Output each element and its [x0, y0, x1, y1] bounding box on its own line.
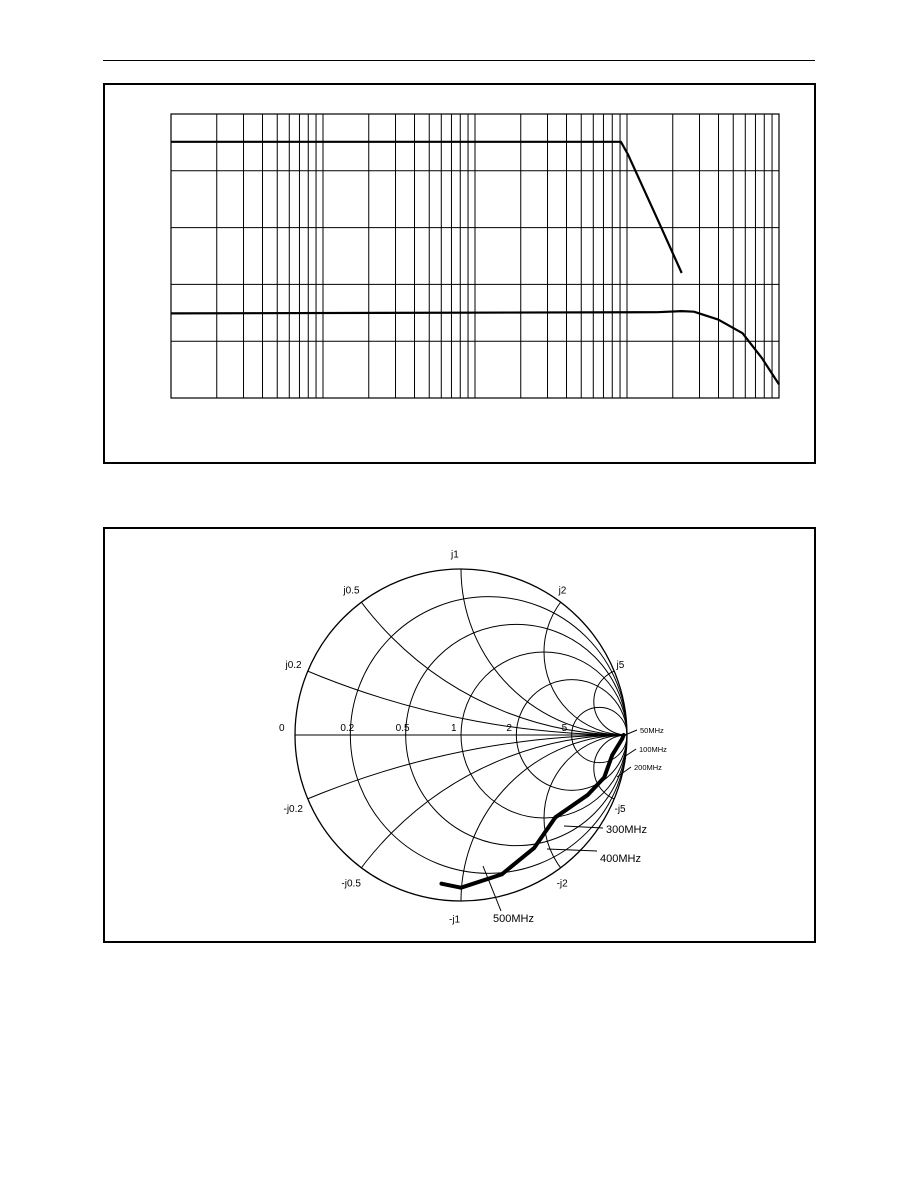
reactance-label-bottom: -j2: [556, 878, 568, 890]
resistance-label: 0.5: [395, 723, 410, 734]
resistance-label: 0: [279, 723, 285, 734]
frequency-response-panel: [103, 83, 816, 464]
reactance-label-bottom: -j1: [449, 914, 461, 926]
reactance-label-top: j0.5: [343, 585, 360, 597]
frequency-label: 100MHz: [639, 745, 667, 754]
frequency-label: 50MHz: [640, 726, 664, 735]
reactance-label-bottom: -j5: [614, 803, 626, 815]
reactance-label-top: j5: [616, 660, 625, 672]
frequency-label: 300MHz: [606, 824, 647, 836]
response-curve-1: [171, 142, 682, 273]
reactance-label-top: j0.2: [285, 660, 302, 672]
frequency-label: 200MHz: [634, 763, 662, 772]
reactance-arc-negative: [461, 735, 793, 1067]
reactance-label-top: j2: [558, 585, 567, 597]
reactance-label-bottom: -j0.2: [283, 803, 303, 815]
resistance-label: 5: [561, 723, 568, 734]
frequency-leader-line: [564, 826, 603, 828]
resistance-label: 0.2: [340, 723, 355, 734]
smith-chart-panel: [103, 527, 816, 943]
reactance-label-bottom: -j0.5: [341, 878, 361, 890]
reactance-arc-negative: [295, 735, 918, 1188]
reactance-arc-negative: [544, 735, 710, 901]
smith-chart: [105, 529, 818, 945]
frequency-label: 400MHz: [600, 853, 641, 865]
reactance-arc-positive: [544, 569, 710, 735]
resistance-label: 2: [506, 723, 512, 734]
frequency-response-chart: [105, 85, 818, 466]
resistance-label: 1: [451, 723, 457, 734]
reactance-label-top: j1: [451, 549, 459, 561]
header-rule: [103, 60, 815, 61]
frequency-leader-line: [547, 849, 597, 851]
reactance-arc-negative: [0, 735, 918, 1188]
frequency-label: 500MHz: [493, 913, 534, 925]
